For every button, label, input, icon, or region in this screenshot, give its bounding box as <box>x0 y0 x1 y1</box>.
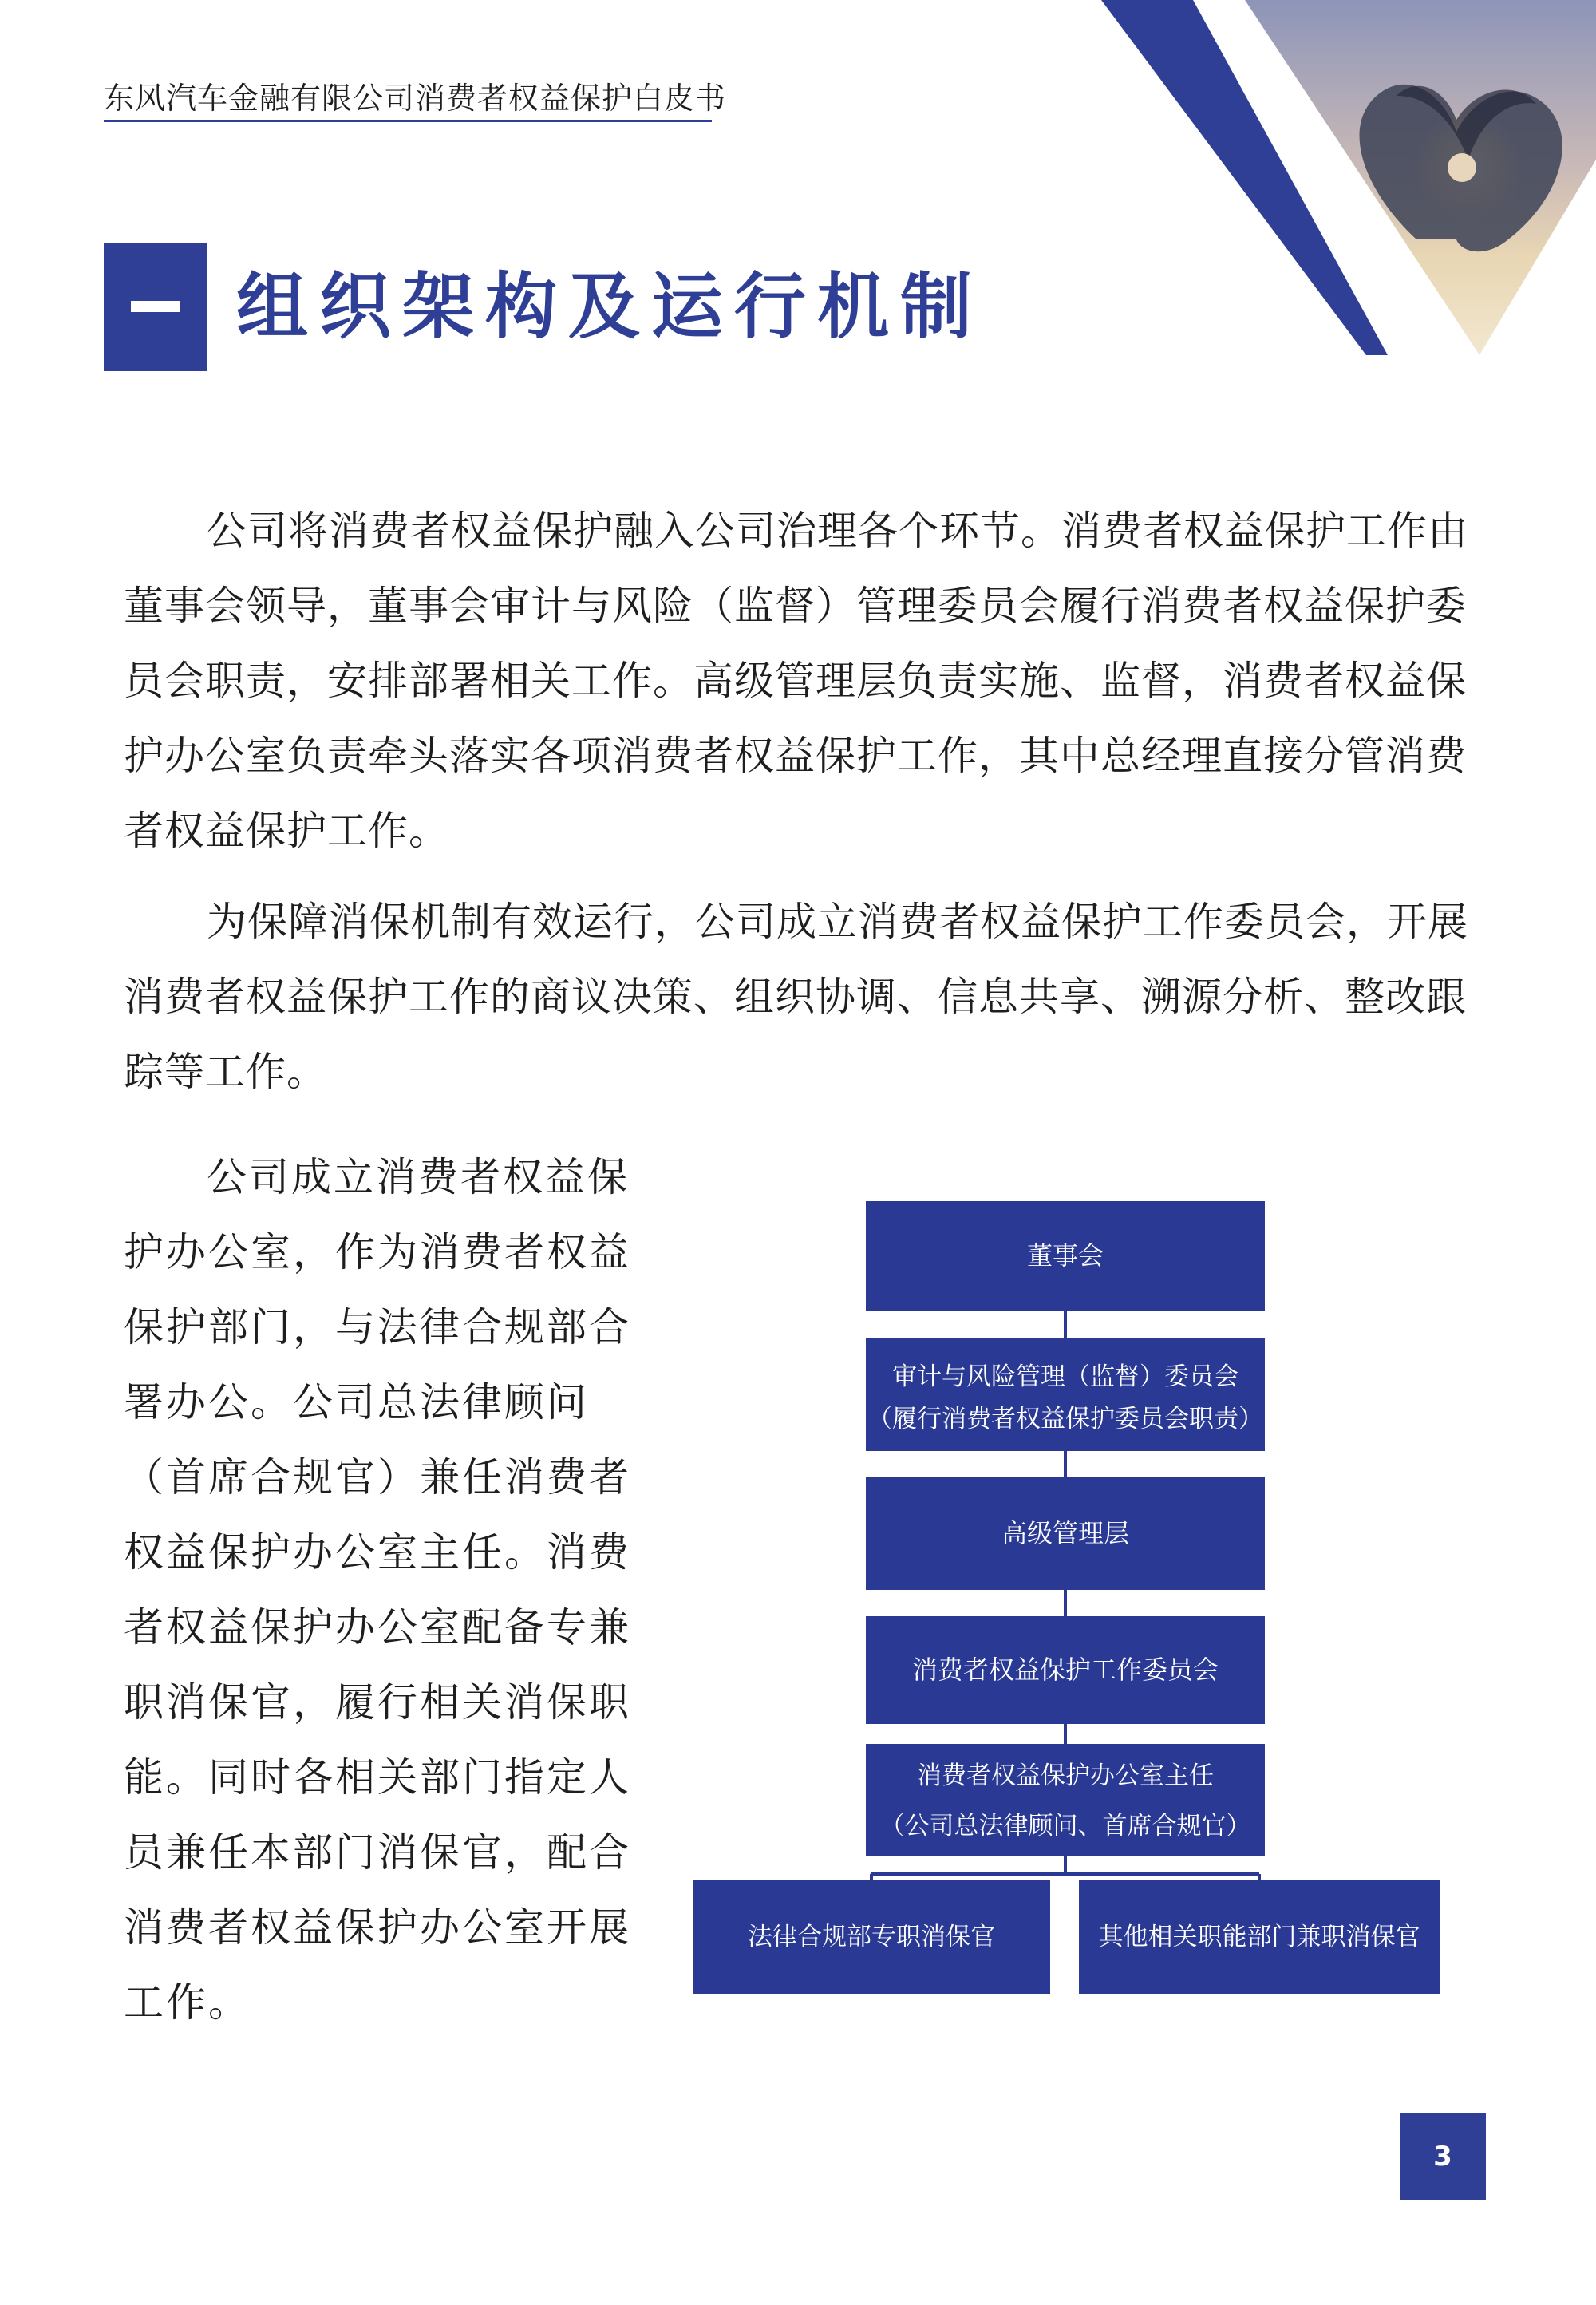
org-box-work-committee <box>866 1616 1265 1724</box>
paragraph-governance: 公司将消费者权益保护融入公司治理各个环节。消费者权益保护工作由董事会领导，董事会审计与风险（监督）管理委员会履行消费者权益保护委员会职责，安排部署相关工作。高级管理层负责实施、监督，消费者权益保护办公室负责牵头落实各项消费者权益保护工作，其中总经理直接分管消费者权益保护工作。 <box>124 508 1468 854</box>
org-box-audit-committee-line2: （履行消费者权益保护委员会职责） <box>867 1405 1263 1433</box>
corner-decoration-image <box>1101 0 1596 367</box>
page-number-badge <box>1400 2113 1486 2200</box>
org-box-office-director <box>866 1744 1265 1856</box>
document-header-title: 东风汽车金融有限公司消费者权益保护白皮书 <box>104 81 727 116</box>
page-number: 3 <box>1433 2141 1452 2173</box>
org-box-board <box>866 1201 1265 1311</box>
org-box-legal-officer-label: 法律合规部专职消保官 <box>748 1923 995 1951</box>
org-box-office-director-line2: （公司总法律顾问、首席合规官） <box>879 1812 1251 1840</box>
org-box-audit-committee <box>866 1338 1265 1451</box>
paragraph-work-committee: 为保障消保机制有效运行，公司成立消费者权益保护工作委员会，开展消费者权益保护工作的商议决策、组织协调、信息共享、溯源分析、整改跟踪等工作。 <box>124 899 1468 1095</box>
paragraph-protection-office: 公司成立消费者权益保护办公室，作为消费者权益保护部门，与法律合规部合署办公。公司总法律顾问（首席合规官）兼任消费者权益保护办公室主任。消费者权益保护办公室配备专兼职消保官，履行相关消保职能。同时各相关部门指定人员兼任本部门消保官，配合消费者权益保护办公室开展工作。 <box>124 1154 631 2026</box>
org-box-board-label: 董事会 <box>1026 1240 1104 1271</box>
org-box-work-committee-label: 消费者权益保护工作委员会 <box>911 1655 1219 1685</box>
org-box-senior-management <box>866 1477 1265 1590</box>
header-divider <box>104 120 712 122</box>
section-number-badge <box>104 243 207 371</box>
org-box-office-director-line1: 消费者权益保护办公室主任 <box>917 1761 1214 1790</box>
org-chart <box>686 1201 1452 1999</box>
org-box-dept-officer <box>1079 1880 1440 1994</box>
org-box-senior-management-label: 高级管理层 <box>1001 1518 1130 1548</box>
section-title: 组织架构及运行机制 <box>236 265 983 349</box>
org-box-dept-officer-label: 其他相关职能部门兼职消保官 <box>1098 1923 1420 1951</box>
section-number-mark <box>131 301 180 312</box>
org-box-legal-officer <box>693 1880 1050 1994</box>
org-box-audit-committee-line1: 审计与风险管理（监督）委员会 <box>892 1362 1238 1391</box>
